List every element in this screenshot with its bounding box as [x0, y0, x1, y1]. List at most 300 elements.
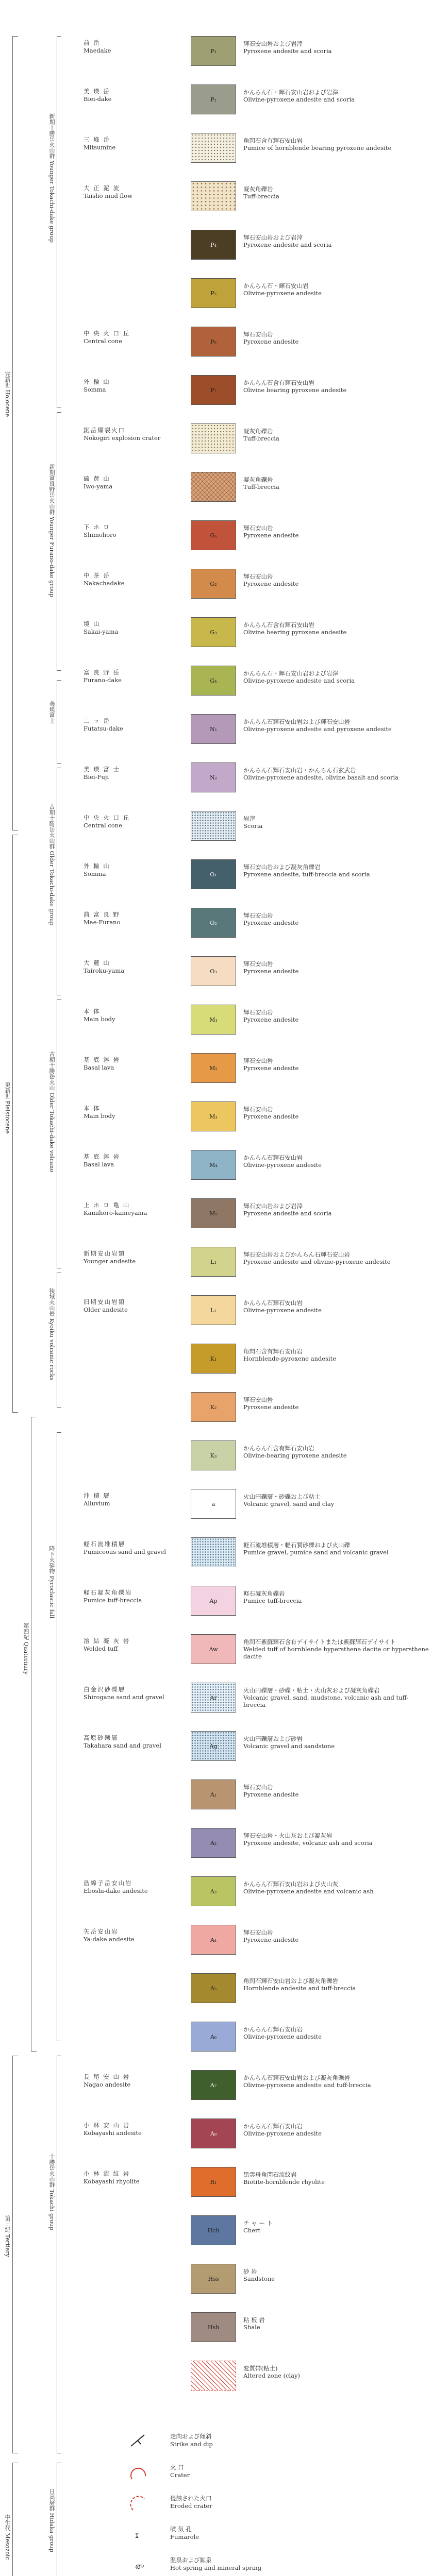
unit-code: a	[211, 1500, 215, 1507]
symbol-description-jp: 走向および傾斜	[170, 2433, 212, 2440]
unit-name	[84, 717, 187, 733]
unit-description-en: Altered zone (clay)	[243, 2372, 301, 2379]
unit-swatch	[191, 472, 236, 502]
unit-description	[243, 1880, 429, 1895]
unit-description-en: Tuff-breccia	[243, 483, 279, 490]
unit-name-en: Older andesite	[84, 1306, 128, 1313]
unit-swatch	[191, 1489, 236, 1519]
unit-description-en: Hornblende andesite and tuff-breccia	[243, 1985, 356, 1992]
unit-description-en: Pyroxene andesite, volcanic ash and scoria	[243, 1839, 373, 1846]
unit-name-en: Tairoku-yama	[84, 967, 125, 974]
unit-description-en: Chert	[243, 2227, 261, 2234]
unit-code: O₂	[210, 919, 217, 926]
unit-name-jp: 軽石凝灰角礫岩	[84, 1589, 132, 1596]
unit-description-jp: かんらん石輝石安山岩	[243, 2026, 303, 2033]
unit-description-en: Olivine-pyroxene andesite	[243, 1307, 322, 1314]
unit-name-en: Mitsumine	[84, 144, 116, 151]
unit-name-en: Shirogane sand and gravel	[84, 1693, 164, 1701]
unit-name-en: Kobayashi andesite	[84, 2129, 142, 2137]
unit-description	[243, 2171, 429, 2185]
unit-description-en: Hornblende-pyroxene andesite	[243, 1355, 337, 1362]
unit-swatch	[191, 230, 236, 260]
unit-description-jp: かんらん石輝石安山岩	[243, 1154, 303, 1161]
unit-description	[243, 2219, 429, 2234]
unit-name	[84, 1105, 187, 1120]
unit-swatch	[191, 811, 236, 841]
unit-swatch	[191, 1440, 236, 1470]
unit-code: G₃	[210, 629, 217, 636]
unit-swatch	[191, 520, 236, 550]
symbol-description-en: Eroded crater	[170, 2502, 212, 2510]
unit-description-en: Olivine-pyroxene andesite	[243, 290, 322, 297]
unit-swatch	[191, 327, 236, 357]
unit-description-en: Tuff-breccia	[243, 193, 279, 200]
unit-name-jp: 中 央 火 口 丘	[84, 330, 130, 337]
unit-swatch	[191, 84, 236, 114]
unit-swatch	[191, 36, 236, 66]
unit-name	[84, 1734, 187, 1750]
unit-swatch	[191, 1198, 236, 1228]
unit-code: G₂	[210, 580, 217, 587]
unit-description-en: Pyroxene andesite, tuff-breccia and scoria	[243, 871, 370, 878]
unit-name-jp: 長 尾 安 山 岩	[84, 2073, 130, 2080]
unit-swatch	[191, 1053, 236, 1083]
label-holocene	[4, 371, 11, 417]
unit-name-en: Mae-Furano	[84, 919, 121, 926]
unit-name-jp: 白金沢砂礫層	[84, 1686, 125, 1693]
unit-swatch	[191, 714, 236, 744]
unit-description-jp: 輝石安山岩	[243, 960, 273, 968]
unit-code: L₁	[210, 1258, 217, 1265]
unit-code: A₂	[210, 1839, 217, 1846]
unit-code: Hss	[208, 2275, 219, 2282]
mesozoic-en: Mesozoic	[4, 2533, 11, 2560]
era-bracket-tertiary	[12, 2056, 18, 2453]
label-older-tokachi: 古期十勝岳火山群 Older Tokachi-dake group	[48, 804, 55, 926]
unit-swatch	[191, 1876, 236, 1906]
era-bracket-quaternary	[31, 1417, 37, 2052]
tertiary-jp: 第三紀	[4, 2215, 11, 2232]
unit-description	[243, 1396, 429, 1411]
unit-description	[243, 1590, 429, 1604]
unit-description-jp: 火山円礫層・砂礫および粘土	[243, 1493, 321, 1500]
unit-name	[84, 1589, 187, 1604]
unit-description-jp: かんらん石・輝石安山岩および岩滓	[243, 89, 338, 96]
unit-description	[243, 331, 429, 345]
label-fuano: 降下火砕物 Pyroclastic fall	[48, 1546, 55, 1619]
unit-description-jp: かんらん石含有輝石安山岩	[243, 621, 314, 629]
unit-description-jp: 凝灰角礫岩	[243, 476, 273, 483]
unit-name-en: Nokogiri explosion crater	[84, 434, 161, 442]
era-bracket-pleistocene-volcanics	[12, 835, 18, 1413]
unit-swatch	[191, 1780, 236, 1809]
unit-name-en: Somma	[84, 870, 106, 877]
unit-swatch	[191, 1731, 236, 1761]
unit-description	[243, 960, 429, 975]
unit-name	[84, 427, 187, 442]
unit-description-jp: かんらん石含有輝石安山岩	[243, 1445, 314, 1452]
unit-description	[243, 2316, 429, 2331]
unit-description-jp: 輝石安山岩	[243, 1106, 273, 1113]
unit-description-jp: 火山円礫層および砂岩	[243, 1735, 303, 1742]
unit-description	[243, 912, 429, 926]
symbol-description	[170, 2464, 190, 2479]
unit-description-en: Olivine-pyroxene andesite and volcanic ash	[243, 1888, 374, 1895]
unit-description-en: Biotite-hornblende rhyolite	[243, 2178, 325, 2185]
unit-swatch	[191, 1392, 236, 1422]
unit-name-en: Basal lava	[84, 1064, 114, 1071]
unit-description-jp: 輝石安山岩・火山灰および凝灰岩	[243, 1832, 333, 1839]
unit-name-en: Iwo-yama	[84, 483, 113, 490]
unit-code: P₁	[210, 47, 217, 55]
unit-description-en: Pumice gravel, pumice sand and volcanic gravel	[243, 1549, 389, 1556]
unit-description	[243, 621, 429, 636]
unit-description-jp: かんらん石含有輝石安山岩	[243, 379, 314, 386]
unit-description-en: Volcanic gravel, sand, mudstone, volcanic ash and tuff-breccia	[243, 1694, 409, 1708]
unit-name-en: Kamihoro-kameyama	[84, 1209, 147, 1216]
unit-description-jp: かんらん石輝石安山岩および凝灰角礫岩	[243, 2074, 350, 2081]
unit-description-en: Welded tuff of hornblende hypersthene dacite or hypersthene dacite	[243, 1646, 429, 1660]
unit-swatch	[191, 375, 236, 405]
svg-text:൞: ൞	[135, 2563, 144, 2571]
unit-description-jp: 輝石安山岩および岩滓	[243, 234, 303, 241]
unit-description	[243, 2268, 429, 2282]
unit-code: K₂	[210, 1403, 217, 1411]
strike-dip-icon	[124, 2430, 155, 2455]
unit-description-en: Olivine-pyroxene andesite	[243, 2130, 322, 2137]
unit-swatch	[191, 1344, 236, 1374]
unit-name-jp: 境 山	[84, 620, 101, 628]
crater-icon	[124, 2461, 155, 2486]
unit-description-jp: 岩滓	[243, 815, 255, 822]
unit-swatch	[191, 762, 236, 792]
unit-description-jp: 輝石安山岩	[243, 1784, 273, 1791]
unit-code: L₂	[210, 1307, 217, 1314]
unit-name-en: Alluvium	[84, 1500, 110, 1507]
unit-name-jp: 下 ホ ロ	[84, 523, 110, 531]
unit-code: A₃	[210, 1888, 217, 1895]
unit-name-en: Somma	[84, 386, 106, 393]
unit-name-jp: 沖 積 層	[84, 1492, 110, 1499]
symbol-description-jp: 噴 気 孔	[170, 2526, 192, 2533]
unit-name-jp: 高原砂礫層	[84, 1734, 119, 1741]
unit-swatch	[191, 181, 236, 211]
unit-code: O₃	[210, 968, 217, 975]
unit-code: P₂	[210, 96, 217, 103]
unit-description	[243, 863, 429, 878]
unit-name-jp: 鋸岳爆裂火口	[84, 427, 125, 434]
unit-description-en: Olivine bearing pyroxene andesite	[243, 386, 347, 394]
unit-description	[243, 1057, 429, 1072]
unit-swatch	[191, 1537, 236, 1567]
unit-code: Hch	[207, 2227, 220, 2234]
unit-description	[243, 428, 429, 442]
unit-swatch	[191, 666, 236, 696]
unit-name	[84, 862, 187, 878]
unit-name-jp: 前 岳	[84, 39, 101, 46]
unit-description-jp: 粘 板 岩	[243, 2316, 265, 2324]
unit-description	[243, 40, 429, 55]
unit-description-jp: かんらん石輝石安山岩および輝石安山岩	[243, 718, 350, 725]
unit-description-jp: 軽石凝灰角礫岩	[243, 1590, 285, 1597]
unit-description	[243, 89, 429, 103]
unit-code: R₁	[210, 2178, 217, 2185]
unit-name-en: Nakachadake	[84, 580, 125, 587]
unit-description-en: Pyroxene andesite and scoria	[243, 47, 332, 55]
pleistocene-jp: 更新世	[4, 1082, 11, 1099]
group-bracket-older-volcano	[57, 999, 61, 1268]
unit-name-jp: 基 底 溶 岩	[84, 1056, 120, 1063]
quaternary-en: Quaternary	[23, 1641, 29, 1675]
unit-name-jp: 三 峰 岳	[84, 136, 110, 143]
symbol-description-jp: 火 口	[170, 2464, 184, 2471]
unit-description	[243, 1493, 429, 1507]
unit-name	[84, 1492, 187, 1507]
symbol-description-en: Strike and dip	[170, 2441, 213, 2448]
unit-description-en: Tuff-breccia	[243, 435, 279, 442]
unit-code: Ar	[210, 1694, 217, 1701]
label-younger-furano: 新期富良野岳火山群 Younger Furano-dake group	[48, 464, 55, 598]
label-pleistocene	[4, 1082, 11, 1133]
unit-description-en: Pyroxene andesite	[243, 1791, 299, 1798]
unit-code: M₁	[209, 1016, 218, 1023]
unit-description	[243, 2074, 429, 2089]
unit-swatch	[191, 1828, 236, 1858]
unit-description-en: Pyroxene andesite	[243, 1016, 299, 1023]
unit-description	[243, 1299, 429, 1314]
unit-swatch	[191, 1634, 236, 1664]
unit-description-jp: チ ャ ー ト	[243, 2219, 273, 2227]
label-older-volcano: 古期十勝岳火山 Older Tokachi-dake volcano	[48, 1051, 55, 1173]
unit-name-en: Central cone	[84, 337, 122, 345]
unit-name	[84, 88, 187, 103]
label-mesozoic	[4, 2514, 11, 2560]
unit-name-jp: 硫 黄 山	[84, 475, 110, 482]
symbol-description	[170, 2556, 261, 2572]
unit-description-jp: 輝石安山岩	[243, 524, 273, 532]
unit-name	[84, 136, 187, 151]
unit-description-jp: 凝灰角礫岩	[243, 185, 273, 193]
unit-name-jp: 上 ホ ロ 亀 山	[84, 1201, 130, 1209]
unit-description	[243, 573, 429, 587]
unit-description-jp: 角閃石含有輝石安山岩	[243, 1348, 303, 1355]
unit-description-en: Pyroxene andesite	[243, 1064, 299, 1072]
unit-code: M₃	[209, 1113, 218, 1120]
unit-description	[243, 1106, 429, 1120]
unit-description	[243, 1977, 429, 1992]
unit-name	[84, 39, 187, 55]
unit-swatch	[191, 1101, 236, 1131]
unit-code: M₂	[209, 1064, 218, 1072]
unit-code: Hsh	[207, 2324, 220, 2331]
group-bracket-biei-fuji	[57, 680, 61, 764]
fumarole-icon	[124, 2522, 155, 2548]
unit-name-en: Younger andesite	[84, 1258, 136, 1265]
unit-description	[243, 1251, 429, 1265]
unit-description-jp: かんらん石輝石安山岩	[243, 2123, 303, 2130]
unit-name	[84, 1201, 187, 1217]
unit-description-en: Olivine-bearing pyroxene andesite	[243, 1452, 347, 1459]
unit-name-jp: 基 底 溶 岩	[84, 1153, 120, 1160]
unit-description-en: Shale	[243, 2324, 260, 2331]
unit-description	[243, 476, 429, 490]
unit-description-jp: 輝石安山岩および凝灰角礫岩	[243, 863, 321, 871]
unit-description-jp: 角閃石輝石安山岩および凝灰角礫岩	[243, 1977, 338, 1985]
unit-name-jp: 外 輪 山	[84, 378, 110, 385]
unit-swatch	[191, 1150, 236, 1180]
holocene-en: Holocene	[4, 389, 11, 417]
unit-swatch	[191, 859, 236, 889]
unit-swatch	[191, 2361, 236, 2391]
unit-description	[243, 234, 429, 248]
group-bracket-hidaka	[57, 2463, 61, 2576]
unit-name-en: Central cone	[84, 822, 122, 829]
unit-swatch	[191, 2119, 236, 2148]
unit-description-en: Sandstone	[243, 2275, 275, 2282]
unit-description-en: Olivine-pyroxene andesite and tuff-breccia	[243, 2081, 371, 2089]
unit-description-en: Olivine-pyroxene andesite and scoria	[243, 677, 355, 684]
unit-swatch	[191, 617, 236, 647]
unit-description-en: Pyroxene andesite	[243, 1936, 299, 1943]
unit-description-jp: 輝石安山岩	[243, 1057, 273, 1064]
label-younger-tokachi: 新期十勝岳火山群 Younger Tokachi-dake group	[48, 113, 55, 243]
unit-name	[84, 620, 187, 636]
unit-description-jp: 変質帯(粘土)	[243, 2365, 278, 2372]
unit-description-jp: 角閃石紫蘇輝石含有デイサイトまたは紫蘇輝石デイサイト	[243, 1638, 396, 1646]
unit-name-en: Takahara sand and gravel	[84, 1742, 161, 1749]
unit-description	[243, 1154, 429, 1168]
unit-swatch	[191, 2312, 236, 2342]
unit-name-jp: 大 麓 山	[84, 959, 110, 967]
symbol-description	[170, 2526, 199, 2541]
unit-code: P₅	[210, 290, 217, 297]
group-bracket-younger-tokachi	[57, 36, 61, 408]
unit-name-en: Taisho mud flow	[84, 192, 132, 199]
svg-text:ೱ: ೱ	[135, 2532, 139, 2540]
unit-code: A₄	[210, 1936, 217, 1943]
unit-name-en: Kobayashi rhyolite	[84, 2178, 140, 2185]
unit-name	[84, 911, 187, 926]
unit-description	[243, 1009, 429, 1023]
unit-description	[243, 1687, 429, 1708]
unit-name-jp: 新期安山岩類	[84, 1250, 125, 1257]
unit-description-jp: 軽石流堆積層・軽石質砂礫および火山礫	[243, 1541, 350, 1549]
unit-name-jp: 本 体	[84, 1008, 101, 1015]
unit-code: A₆	[210, 2033, 217, 2040]
unit-description-jp: 輝石安山岩	[243, 1009, 273, 1016]
unit-code: N₂	[209, 774, 218, 781]
unit-description-en: Olivine-pyroxene andesite and scoria	[243, 96, 355, 103]
group-bracket-older-tokachi	[57, 768, 61, 995]
unit-name-jp: 中 央 火 口 丘	[84, 814, 130, 821]
unit-code: Gₐ	[210, 532, 217, 539]
unit-description-en: Olivine bearing pyroxene andesite	[243, 629, 347, 636]
unit-name-jp: 小 林 流 紋 岩	[84, 2170, 130, 2177]
symbol-description-en: Crater	[170, 2471, 190, 2479]
unit-name-jp: 美 瑛 岳	[84, 88, 110, 95]
unit-swatch	[191, 1973, 236, 2003]
unit-description	[243, 670, 429, 684]
unit-description-jp: 角閃石含有輝石安山岩	[243, 137, 303, 144]
unit-description	[243, 718, 429, 733]
unit-name	[84, 378, 187, 394]
unit-name	[84, 1928, 187, 1943]
unit-description-jp: 輝石安山岩	[243, 912, 273, 919]
unit-description	[243, 2365, 429, 2379]
unit-name	[84, 766, 187, 781]
unit-description-jp: 輝石安山岩	[243, 331, 273, 338]
unit-name-en: Main body	[84, 1015, 115, 1023]
group-bracket-kyoiku	[57, 1273, 61, 1408]
unit-code: A₇	[210, 2081, 217, 2089]
unit-name	[84, 1056, 187, 1072]
unit-name	[84, 1686, 187, 1701]
label-tertiary	[4, 2215, 11, 2257]
unit-code: G₄	[210, 677, 217, 684]
unit-code: M₄	[209, 1161, 218, 1168]
unit-description	[243, 1638, 429, 1660]
unit-name-jp: 小 林 安 山 岩	[84, 2122, 130, 2129]
unit-name-jp: 矢岳安山岩	[84, 1928, 119, 1935]
unit-name-en: Maedake	[84, 47, 111, 54]
unit-swatch	[191, 278, 236, 308]
unit-description-en: Pumice of hornblende bearing pyroxene andesite	[243, 144, 392, 151]
unit-code: M₅	[209, 1210, 218, 1217]
unit-description-en: Pyroxene andesite	[243, 968, 299, 975]
unit-description-en: Olivine-pyroxene andesite, olivine basalt and scoria	[243, 774, 399, 781]
unit-swatch	[191, 2070, 236, 2100]
unit-description-jp: かんらん石輝石安山岩および火山灰	[243, 1880, 338, 1888]
unit-description-jp: 輝石安山岩	[243, 573, 273, 580]
unit-swatch	[191, 1586, 236, 1616]
unit-description	[243, 185, 429, 200]
label-biei-fuji: 美瑛富士	[48, 701, 55, 723]
unit-description-en: Pyroxene andesite and olivine-pyroxene andesite	[243, 1258, 391, 1265]
unit-description	[243, 1445, 429, 1459]
unit-name-en: Pumice tuff-breccia	[84, 1597, 142, 1604]
unit-description	[243, 524, 429, 539]
unit-name	[84, 1250, 187, 1265]
unit-description-jp: 黒雲母角閃石流紋岩	[243, 2171, 297, 2178]
tertiary-en: Tertiary	[4, 2234, 11, 2257]
unit-description	[243, 1348, 429, 1362]
unit-description	[243, 379, 429, 394]
unit-name	[84, 814, 187, 829]
unit-name	[84, 523, 187, 539]
unit-swatch	[191, 1247, 236, 1277]
label-kyoiku: 狭域火山岩 Kyoiku volcanic rocks	[48, 1288, 55, 1381]
unit-description-en: Pyroxene andesite	[243, 338, 299, 345]
unit-description-jp: 砂 岩	[243, 2268, 257, 2275]
unit-description	[243, 1735, 429, 1750]
unit-description-en: Olivine-pyroxene andesite and pyroxene andesite	[243, 725, 392, 733]
unit-code: K₁	[210, 1355, 217, 1362]
group-bracket-fuano	[57, 1432, 61, 2041]
unit-name-jp: 島綿子岳安山岩	[84, 1879, 132, 1887]
eroded-crater-icon	[124, 2492, 155, 2517]
unit-name-jp: 軽石流堆積層	[84, 1540, 125, 1548]
unit-swatch	[191, 956, 236, 986]
unit-swatch	[191, 2264, 236, 2294]
unit-name	[84, 1153, 187, 1168]
label-tokachi-group: 十勝岳火山群 Tokachi group	[48, 2154, 55, 2231]
unit-name	[84, 1540, 187, 1556]
unit-name-en: Biei-Fuji	[84, 773, 109, 781]
unit-code: A₈	[210, 2130, 217, 2137]
unit-swatch	[191, 569, 236, 599]
unit-code: P₆	[210, 338, 217, 345]
unit-name-en: Futatsu-dake	[84, 725, 123, 732]
